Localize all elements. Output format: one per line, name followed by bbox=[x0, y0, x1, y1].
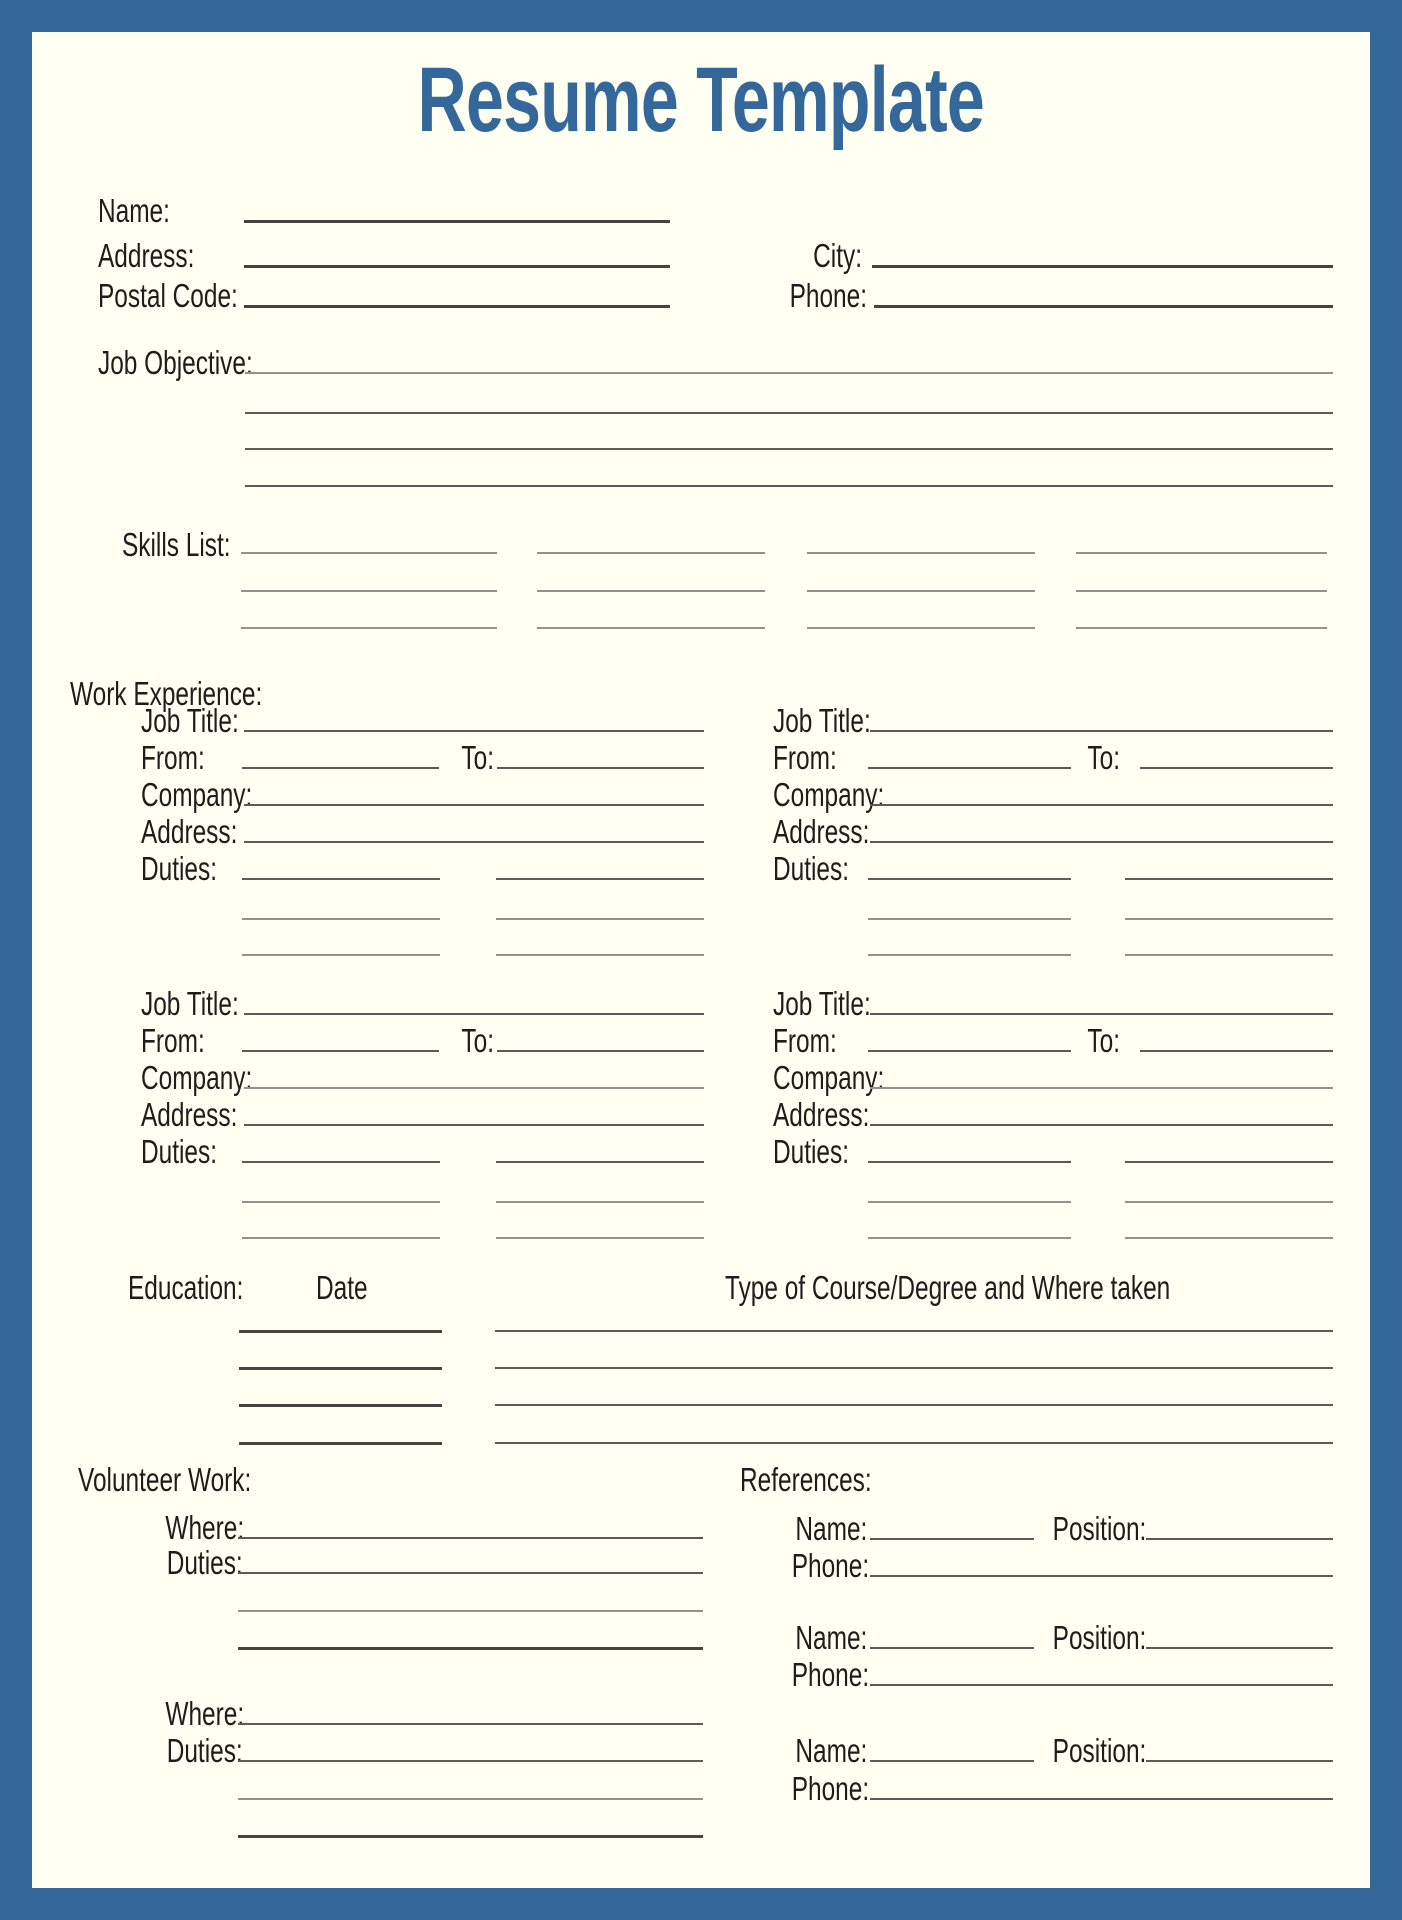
reference1-name-line[interactable] bbox=[870, 1538, 1034, 1540]
job4-title-label: Job Title: bbox=[773, 985, 871, 1022]
volunteer1-duties-label: Duties: bbox=[166, 1544, 243, 1581]
postal-code-field-line[interactable] bbox=[244, 305, 670, 308]
page-title: Resume Template bbox=[417, 49, 985, 151]
reference1-phone-line[interactable] bbox=[870, 1575, 1333, 1577]
volunteer2-duties-line-3[interactable] bbox=[238, 1835, 703, 1838]
education-date-line-1[interactable] bbox=[239, 1330, 442, 1333]
education-date-line-4[interactable] bbox=[239, 1442, 442, 1445]
job2-to-label: To: bbox=[1087, 739, 1120, 776]
education-course-line-1[interactable] bbox=[495, 1330, 1333, 1332]
job4-address-label: Address: bbox=[773, 1096, 870, 1133]
job4-duties-line-r2-c1[interactable] bbox=[868, 1201, 1071, 1203]
volunteer2-duties-label: Duties: bbox=[166, 1732, 243, 1769]
reference2-name-line[interactable] bbox=[870, 1647, 1034, 1649]
education-date-line-2[interactable] bbox=[239, 1367, 442, 1370]
job3-address-line[interactable] bbox=[244, 1124, 704, 1126]
job3-to-line[interactable] bbox=[497, 1050, 704, 1052]
job3-duties-line-r2-c2[interactable] bbox=[496, 1201, 704, 1203]
education-course-line-2[interactable] bbox=[495, 1367, 1333, 1369]
skills-line-r3-c2[interactable] bbox=[537, 627, 765, 629]
volunteer2-duties-line-2[interactable] bbox=[238, 1798, 703, 1800]
job1-company-line[interactable] bbox=[244, 804, 704, 806]
job2-from-line[interactable] bbox=[868, 767, 1071, 769]
name-field-line[interactable] bbox=[244, 220, 670, 223]
job4-duties-line-r2-c2[interactable] bbox=[1125, 1201, 1333, 1203]
job1-title-line[interactable] bbox=[244, 730, 704, 732]
job1-to-line[interactable] bbox=[497, 767, 704, 769]
job3-duties-line-r3-c1[interactable] bbox=[242, 1237, 440, 1239]
address-label: Address: bbox=[98, 237, 195, 274]
volunteer1-duties-line-3[interactable] bbox=[238, 1647, 703, 1650]
job2-duties-label: Duties: bbox=[773, 850, 850, 887]
reference2-position-label: Position: bbox=[1052, 1619, 1147, 1656]
job-objective-line-1[interactable] bbox=[245, 372, 1333, 374]
job3-address-label: Address: bbox=[141, 1096, 238, 1133]
skills-line-r1-c3[interactable] bbox=[807, 552, 1035, 554]
job2-duties-line-r2-c2[interactable] bbox=[1125, 918, 1333, 920]
skills-line-r3-c4[interactable] bbox=[1076, 627, 1327, 629]
skills-line-r3-c1[interactable] bbox=[241, 627, 497, 629]
job4-title-line[interactable] bbox=[870, 1013, 1333, 1015]
skills-line-r2-c4[interactable] bbox=[1076, 590, 1327, 592]
address-field-line[interactable] bbox=[244, 265, 670, 268]
job2-company-label: Company: bbox=[773, 776, 885, 813]
job4-to-label: To: bbox=[1087, 1022, 1120, 1059]
reference2-name-label: Name: bbox=[795, 1619, 868, 1656]
education-course-line-3[interactable] bbox=[495, 1404, 1333, 1406]
job4-address-line[interactable] bbox=[870, 1124, 1333, 1126]
reference1-position-label: Position: bbox=[1052, 1510, 1147, 1547]
resume-sheet bbox=[32, 32, 1370, 1888]
references-heading: References: bbox=[740, 1461, 872, 1498]
job4-duties-line-r1-c2[interactable] bbox=[1125, 1161, 1333, 1163]
job2-duties-line-r1-c2[interactable] bbox=[1125, 878, 1333, 880]
reference3-name-line[interactable] bbox=[870, 1760, 1034, 1762]
job3-duties-line-r1-c1[interactable] bbox=[242, 1161, 440, 1163]
phone-label: Phone: bbox=[789, 277, 867, 314]
volunteer1-where-line[interactable] bbox=[238, 1537, 703, 1539]
reference3-phone-label: Phone: bbox=[791, 1770, 870, 1807]
job1-from-label: From: bbox=[141, 739, 205, 776]
job1-company-label: Company: bbox=[141, 776, 253, 813]
job3-from-line[interactable] bbox=[242, 1050, 439, 1052]
education-date-header: Date bbox=[316, 1269, 368, 1306]
education-course-line-4[interactable] bbox=[495, 1442, 1333, 1444]
volunteer2-where-line[interactable] bbox=[238, 1723, 703, 1725]
job2-from-label: From: bbox=[773, 739, 837, 776]
job4-duties-line-r3-c1[interactable] bbox=[868, 1237, 1071, 1239]
reference3-name-label: Name: bbox=[795, 1732, 868, 1769]
phone-field-line[interactable] bbox=[874, 305, 1333, 308]
skills-line-r2-c3[interactable] bbox=[807, 590, 1035, 592]
job2-duties-line-r1-c1[interactable] bbox=[868, 878, 1071, 880]
job2-title-label: Job Title: bbox=[773, 702, 871, 739]
job1-to-label: To: bbox=[461, 739, 494, 776]
reference3-position-line[interactable] bbox=[1146, 1760, 1333, 1762]
education-date-line-3[interactable] bbox=[239, 1404, 442, 1407]
job4-duties-line-r1-c1[interactable] bbox=[868, 1161, 1071, 1163]
job4-duties-line-r3-c2[interactable] bbox=[1125, 1237, 1333, 1239]
city-field-line[interactable] bbox=[872, 265, 1333, 268]
job1-address-line[interactable] bbox=[244, 841, 704, 843]
job3-company-label: Company: bbox=[141, 1059, 253, 1096]
work-experience-heading: Work Experience: bbox=[70, 675, 263, 712]
job2-address-label: Address: bbox=[773, 813, 870, 850]
job2-company-line[interactable] bbox=[870, 804, 1333, 806]
job4-to-line[interactable] bbox=[1140, 1050, 1333, 1052]
volunteer1-where-label: Where: bbox=[165, 1509, 245, 1546]
job3-duties-label: Duties: bbox=[141, 1133, 218, 1170]
volunteer2-duties-line-1[interactable] bbox=[238, 1760, 703, 1762]
reference3-position-label: Position: bbox=[1052, 1732, 1147, 1769]
skills-list-label: Skills List: bbox=[122, 526, 231, 563]
job2-title-line[interactable] bbox=[870, 730, 1333, 732]
name-label: Name: bbox=[98, 192, 170, 229]
education-course-header: Type of Course/Degree and Where taken bbox=[725, 1269, 1171, 1306]
education-label: Education: bbox=[128, 1269, 244, 1306]
city-label: City: bbox=[813, 237, 862, 274]
job4-company-label: Company: bbox=[773, 1059, 885, 1096]
skills-line-r2-c2[interactable] bbox=[537, 590, 765, 592]
reference1-name-label: Name: bbox=[795, 1510, 868, 1547]
job3-duties-line-r2-c1[interactable] bbox=[242, 1201, 440, 1203]
job-objective-line-4[interactable] bbox=[245, 485, 1333, 487]
skills-line-r1-c2[interactable] bbox=[537, 552, 765, 554]
job3-from-label: From: bbox=[141, 1022, 205, 1059]
job3-duties-line-r3-c2[interactable] bbox=[496, 1237, 704, 1239]
reference3-phone-line[interactable] bbox=[870, 1798, 1333, 1800]
job1-address-label: Address: bbox=[141, 813, 238, 850]
job3-duties-line-r1-c2[interactable] bbox=[496, 1161, 704, 1163]
job4-company-line[interactable] bbox=[870, 1087, 1333, 1089]
skills-line-r1-c1[interactable] bbox=[241, 552, 497, 554]
reference2-phone-label: Phone: bbox=[791, 1656, 870, 1693]
reference1-phone-label: Phone: bbox=[791, 1547, 870, 1584]
reference2-phone-line[interactable] bbox=[870, 1684, 1333, 1686]
job2-to-line[interactable] bbox=[1140, 767, 1333, 769]
volunteer-work-heading: Volunteer Work: bbox=[78, 1461, 252, 1498]
job3-title-line[interactable] bbox=[244, 1013, 704, 1015]
skills-line-r3-c3[interactable] bbox=[807, 627, 1035, 629]
job4-from-label: From: bbox=[773, 1022, 837, 1059]
job1-duties-line-r2-c2[interactable] bbox=[496, 918, 704, 920]
job3-company-line[interactable] bbox=[244, 1087, 704, 1089]
volunteer2-where-label: Where: bbox=[165, 1695, 245, 1732]
job4-duties-label: Duties: bbox=[773, 1133, 850, 1170]
reference2-position-line[interactable] bbox=[1146, 1647, 1333, 1649]
job3-to-label: To: bbox=[461, 1022, 494, 1059]
job4-from-line[interactable] bbox=[868, 1050, 1071, 1052]
job2-duties-line-r3-c1[interactable] bbox=[868, 954, 1071, 956]
job1-title-label: Job Title: bbox=[141, 702, 239, 739]
reference1-position-line[interactable] bbox=[1146, 1538, 1333, 1540]
job1-duties-line-r3-c1[interactable] bbox=[242, 954, 440, 956]
volunteer1-duties-line-1[interactable] bbox=[238, 1572, 703, 1574]
job1-duties-line-r2-c1[interactable] bbox=[242, 918, 440, 920]
job-objective-line-3[interactable] bbox=[245, 448, 1333, 450]
job-objective-label: Job Objective: bbox=[98, 344, 253, 381]
job2-address-line[interactable] bbox=[870, 841, 1333, 843]
skills-line-r1-c4[interactable] bbox=[1076, 552, 1327, 554]
job1-duties-line-r3-c2[interactable] bbox=[496, 954, 704, 956]
job2-duties-line-r2-c1[interactable] bbox=[868, 918, 1071, 920]
volunteer1-duties-line-2[interactable] bbox=[238, 1610, 703, 1612]
postal-code-label: Postal Code: bbox=[98, 277, 238, 314]
skills-line-r2-c1[interactable] bbox=[241, 590, 497, 592]
job-objective-line-2[interactable] bbox=[245, 412, 1333, 414]
job1-duties-label: Duties: bbox=[141, 850, 218, 887]
job1-from-line[interactable] bbox=[242, 767, 439, 769]
job3-title-label: Job Title: bbox=[141, 985, 239, 1022]
job2-duties-line-r3-c2[interactable] bbox=[1125, 954, 1333, 956]
job1-duties-line-r1-c1[interactable] bbox=[242, 878, 440, 880]
job1-duties-line-r1-c2[interactable] bbox=[496, 878, 704, 880]
